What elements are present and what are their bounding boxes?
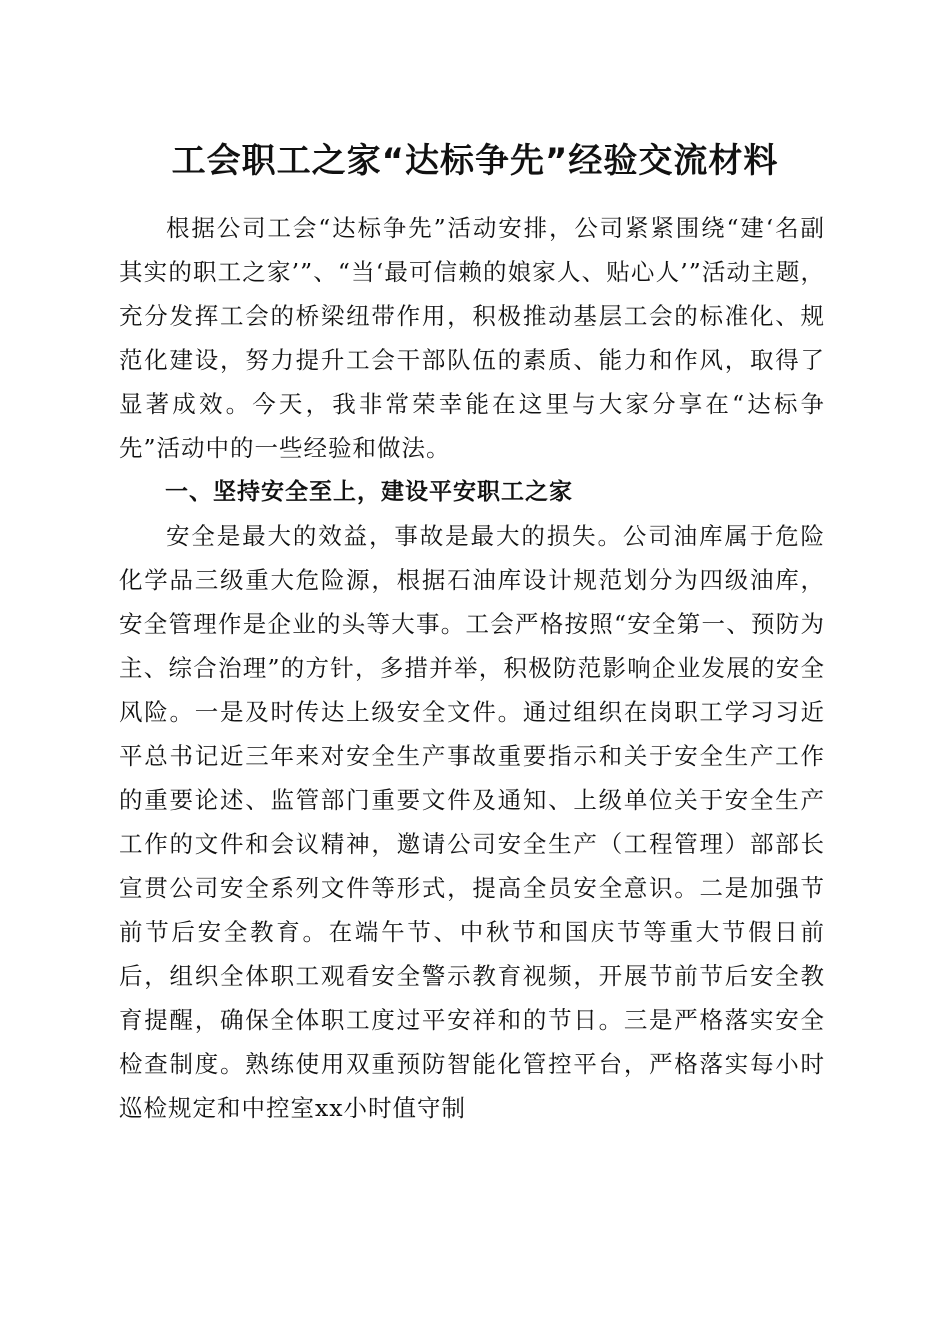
document-title: 工会职工之家“达标争先”经验交流材料: [171, 141, 779, 181]
section-1-paragraph: 安全是最大的效益，事故是最大的损失。公司油库属于危险化学品三级重大危险源，根据石油库设计规范划分为四级油库，安全管理作是企业的头等大事。工会严格按照“安全第一、预防为主、综合治理”的方针，多措并举，积极防范影响企业发展的安全风险。一是及时传达上级安全文件。通过组织在岗职工学习习近平总书记近三年来对安全生产事故重要指示和关于安全生产工作的重要论述、监管部门重要文件及通知、上级单位关于安全生产工作的文件和会议精神，邀请公司安全生产（工程管理）部部长宣贯公司安全系列文件等形式，提高全员安全意识。二是加强节前节后安全教育。在端午节、中秋节和国庆节等重大节假日前后，组织全体职工观看安全警示教育视频，开展节前节后安全教育提醒，确保全体职工度过平安祥和的节日。三是严格落实安全检查制度。熟练使用双重预防智能化管控平台，严格落实每小时巡检规定和中控室xx小时值守制: [119, 522, 825, 1122]
document-body: [119, 206, 825, 1130]
intro-paragraph: 根据公司工会“达标争先”活动安排，公司紧紧围绕“建‘名副其实的职工之家’”、“当‘最可信赖的娘家人、贴心人’”活动主题，充分发挥工会的桥梁纽带作用，积极推动基层工会的标准化、规范化建设，努力提升工会干部队伍的素质、能力和作风，取得了显著成效。今天，我非常荣幸能在这里与大家分享在“达标争先”活动中的一些经验和做法。: [119, 214, 825, 462]
section-1-heading: 一、坚持安全至上，建设平安职工之家: [165, 479, 573, 505]
